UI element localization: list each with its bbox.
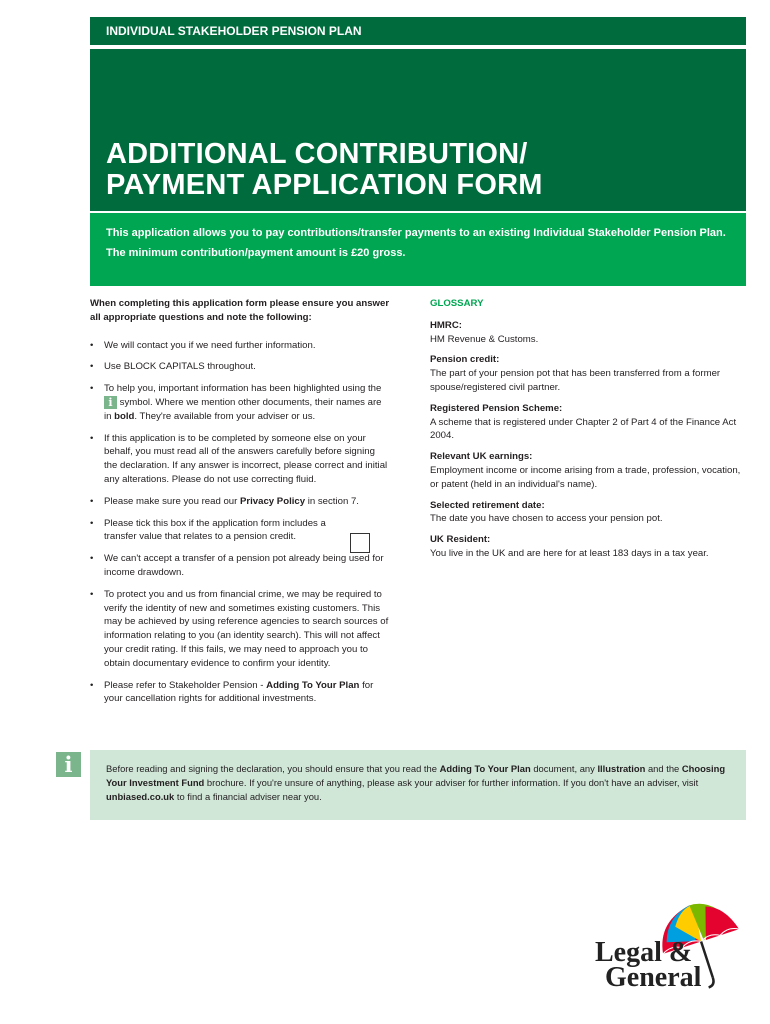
declaration-notice bbox=[90, 750, 746, 820]
bold-text: bold bbox=[114, 410, 135, 422]
glossary-column bbox=[430, 297, 746, 568]
notice-text: brochure. If you're unsure of anything, please ask your adviser for further information. If you don't have an adviser, visit bbox=[206, 777, 699, 788]
list-item bbox=[90, 432, 390, 487]
list-item bbox=[90, 360, 390, 374]
glossary-term: HMRC: bbox=[430, 319, 462, 331]
list-item-text: We will contact you if we need further information. bbox=[104, 339, 316, 351]
list-item-text: Please make sure you read our bbox=[104, 495, 238, 507]
list-item bbox=[90, 495, 390, 509]
logo-line-2: General bbox=[605, 962, 702, 993]
glossary-definition: Employment income or income arising from a trade, profession, vocation, or patent (held in an individual's name). bbox=[430, 464, 741, 490]
list-item-text: Please refer to Stakeholder Pension - bbox=[104, 679, 264, 691]
notice-text: document, any bbox=[533, 763, 595, 774]
glossary-definition: HM Revenue & Customs. bbox=[430, 333, 539, 345]
title-line-2: PAYMENT APPLICATION FORM bbox=[106, 169, 543, 201]
glossary-term: Pension credit: bbox=[430, 354, 500, 366]
notice-text: Before reading and signing the declaration, you should ensure that you read the bbox=[106, 763, 437, 774]
notice-bold: Illustration bbox=[597, 763, 646, 774]
plan-label: INDIVIDUAL STAKEHOLDER PENSION PLAN bbox=[106, 24, 362, 38]
instructions-column bbox=[90, 297, 390, 714]
title-line-1: ADDITIONAL CONTRIBUTION/ bbox=[106, 138, 528, 170]
notice-bold: Adding To Your Plan bbox=[439, 763, 531, 774]
minimum-amount-text: The minimum contribution/payment amount is £20 gross. bbox=[106, 247, 406, 259]
pension-credit-checkbox[interactable] bbox=[350, 533, 370, 553]
glossary-term: Registered Pension Scheme: bbox=[430, 402, 563, 414]
unbiased-link: unbiased.co.uk bbox=[106, 791, 175, 802]
instructions-list bbox=[90, 339, 390, 707]
list-item bbox=[90, 382, 390, 423]
glossary-term: UK Resident: bbox=[430, 534, 491, 546]
instructions-lead: When completing this application form please ensure you answer all appropriate questions and note the following: bbox=[90, 298, 390, 323]
list-item bbox=[90, 517, 390, 545]
title-banner bbox=[90, 49, 746, 211]
list-item-text: If this application is to be completed by someone else on your behalf, you must read all of the answers carefully before signing the declaration. If any answer is incorrect, please correct and initial any alterations. Please do not use correcting fluid. bbox=[104, 432, 388, 485]
intro-banner bbox=[90, 213, 746, 286]
glossary-definition: You live in the UK and are here for at least 183 days in a tax year. bbox=[430, 547, 709, 559]
list-item bbox=[90, 679, 390, 707]
glossary-title: GLOSSARY bbox=[430, 298, 484, 309]
glossary-definition: The part of your pension pot that has been transferred from a former spouse/registered civil partner. bbox=[430, 368, 721, 393]
list-item-text: Please tick this box if the application form includes a transfer value that relates to a pension credit. bbox=[104, 517, 326, 543]
list-item-text: symbol. Where we mention other documents, their names are in bbox=[104, 397, 382, 422]
list-item bbox=[90, 588, 390, 671]
info-icon: i bbox=[104, 396, 117, 409]
notice-text: to find a financial adviser near you. bbox=[176, 791, 322, 802]
page-title bbox=[106, 139, 746, 201]
plan-label-bar bbox=[90, 17, 746, 45]
adding-to-your-plan-ref: Adding To Your Plan bbox=[266, 679, 360, 691]
list-item-text: To help you, important information has been highlighted using the bbox=[104, 383, 382, 395]
glossary-term: Selected retirement date: bbox=[430, 499, 545, 511]
logo-line-1: Legal & bbox=[595, 937, 693, 968]
list-item-text: for your cancellation rights for additional investments. bbox=[104, 679, 374, 705]
glossary-term: Relevant UK earnings: bbox=[430, 451, 533, 463]
intro-text: This application allows you to pay contributions/transfer payments to an existing Individual Stakeholder Pension Plan. bbox=[106, 227, 726, 239]
glossary-definition: A scheme that is registered under Chapter 2 of Part 4 of the Finance Act 2004. bbox=[430, 416, 737, 442]
list-item-text: Use BLOCK CAPITALS throughout. bbox=[104, 361, 256, 373]
list-item-text: We can't accept a transfer of a pension pot already being used for income drawdown. bbox=[104, 553, 384, 578]
list-item-text: in section 7. bbox=[307, 495, 359, 507]
glossary-definition: The date you have chosen to access your pension pot. bbox=[430, 513, 663, 525]
info-icon: i bbox=[56, 752, 81, 777]
list-item bbox=[90, 552, 390, 580]
notice-text: and the bbox=[647, 763, 680, 774]
list-item bbox=[90, 339, 390, 353]
list-item-text: To protect you and us from financial crime, we may be required to verify the identity of new and sometimes existing customers. This may be achieved by using reference agencies to search sources of information relating to you (an identity search). This will not affect your credit rating. If this fails, we may need to approach you to obtain documentary evidence to confirm your identity. bbox=[104, 588, 389, 669]
legal-and-general-logo bbox=[595, 937, 735, 993]
list-item-text: . They're available from your adviser or us. bbox=[134, 410, 316, 422]
notice-bold: Choosing Your Investment Fund bbox=[106, 763, 726, 788]
privacy-policy-ref: Privacy Policy bbox=[240, 495, 306, 507]
